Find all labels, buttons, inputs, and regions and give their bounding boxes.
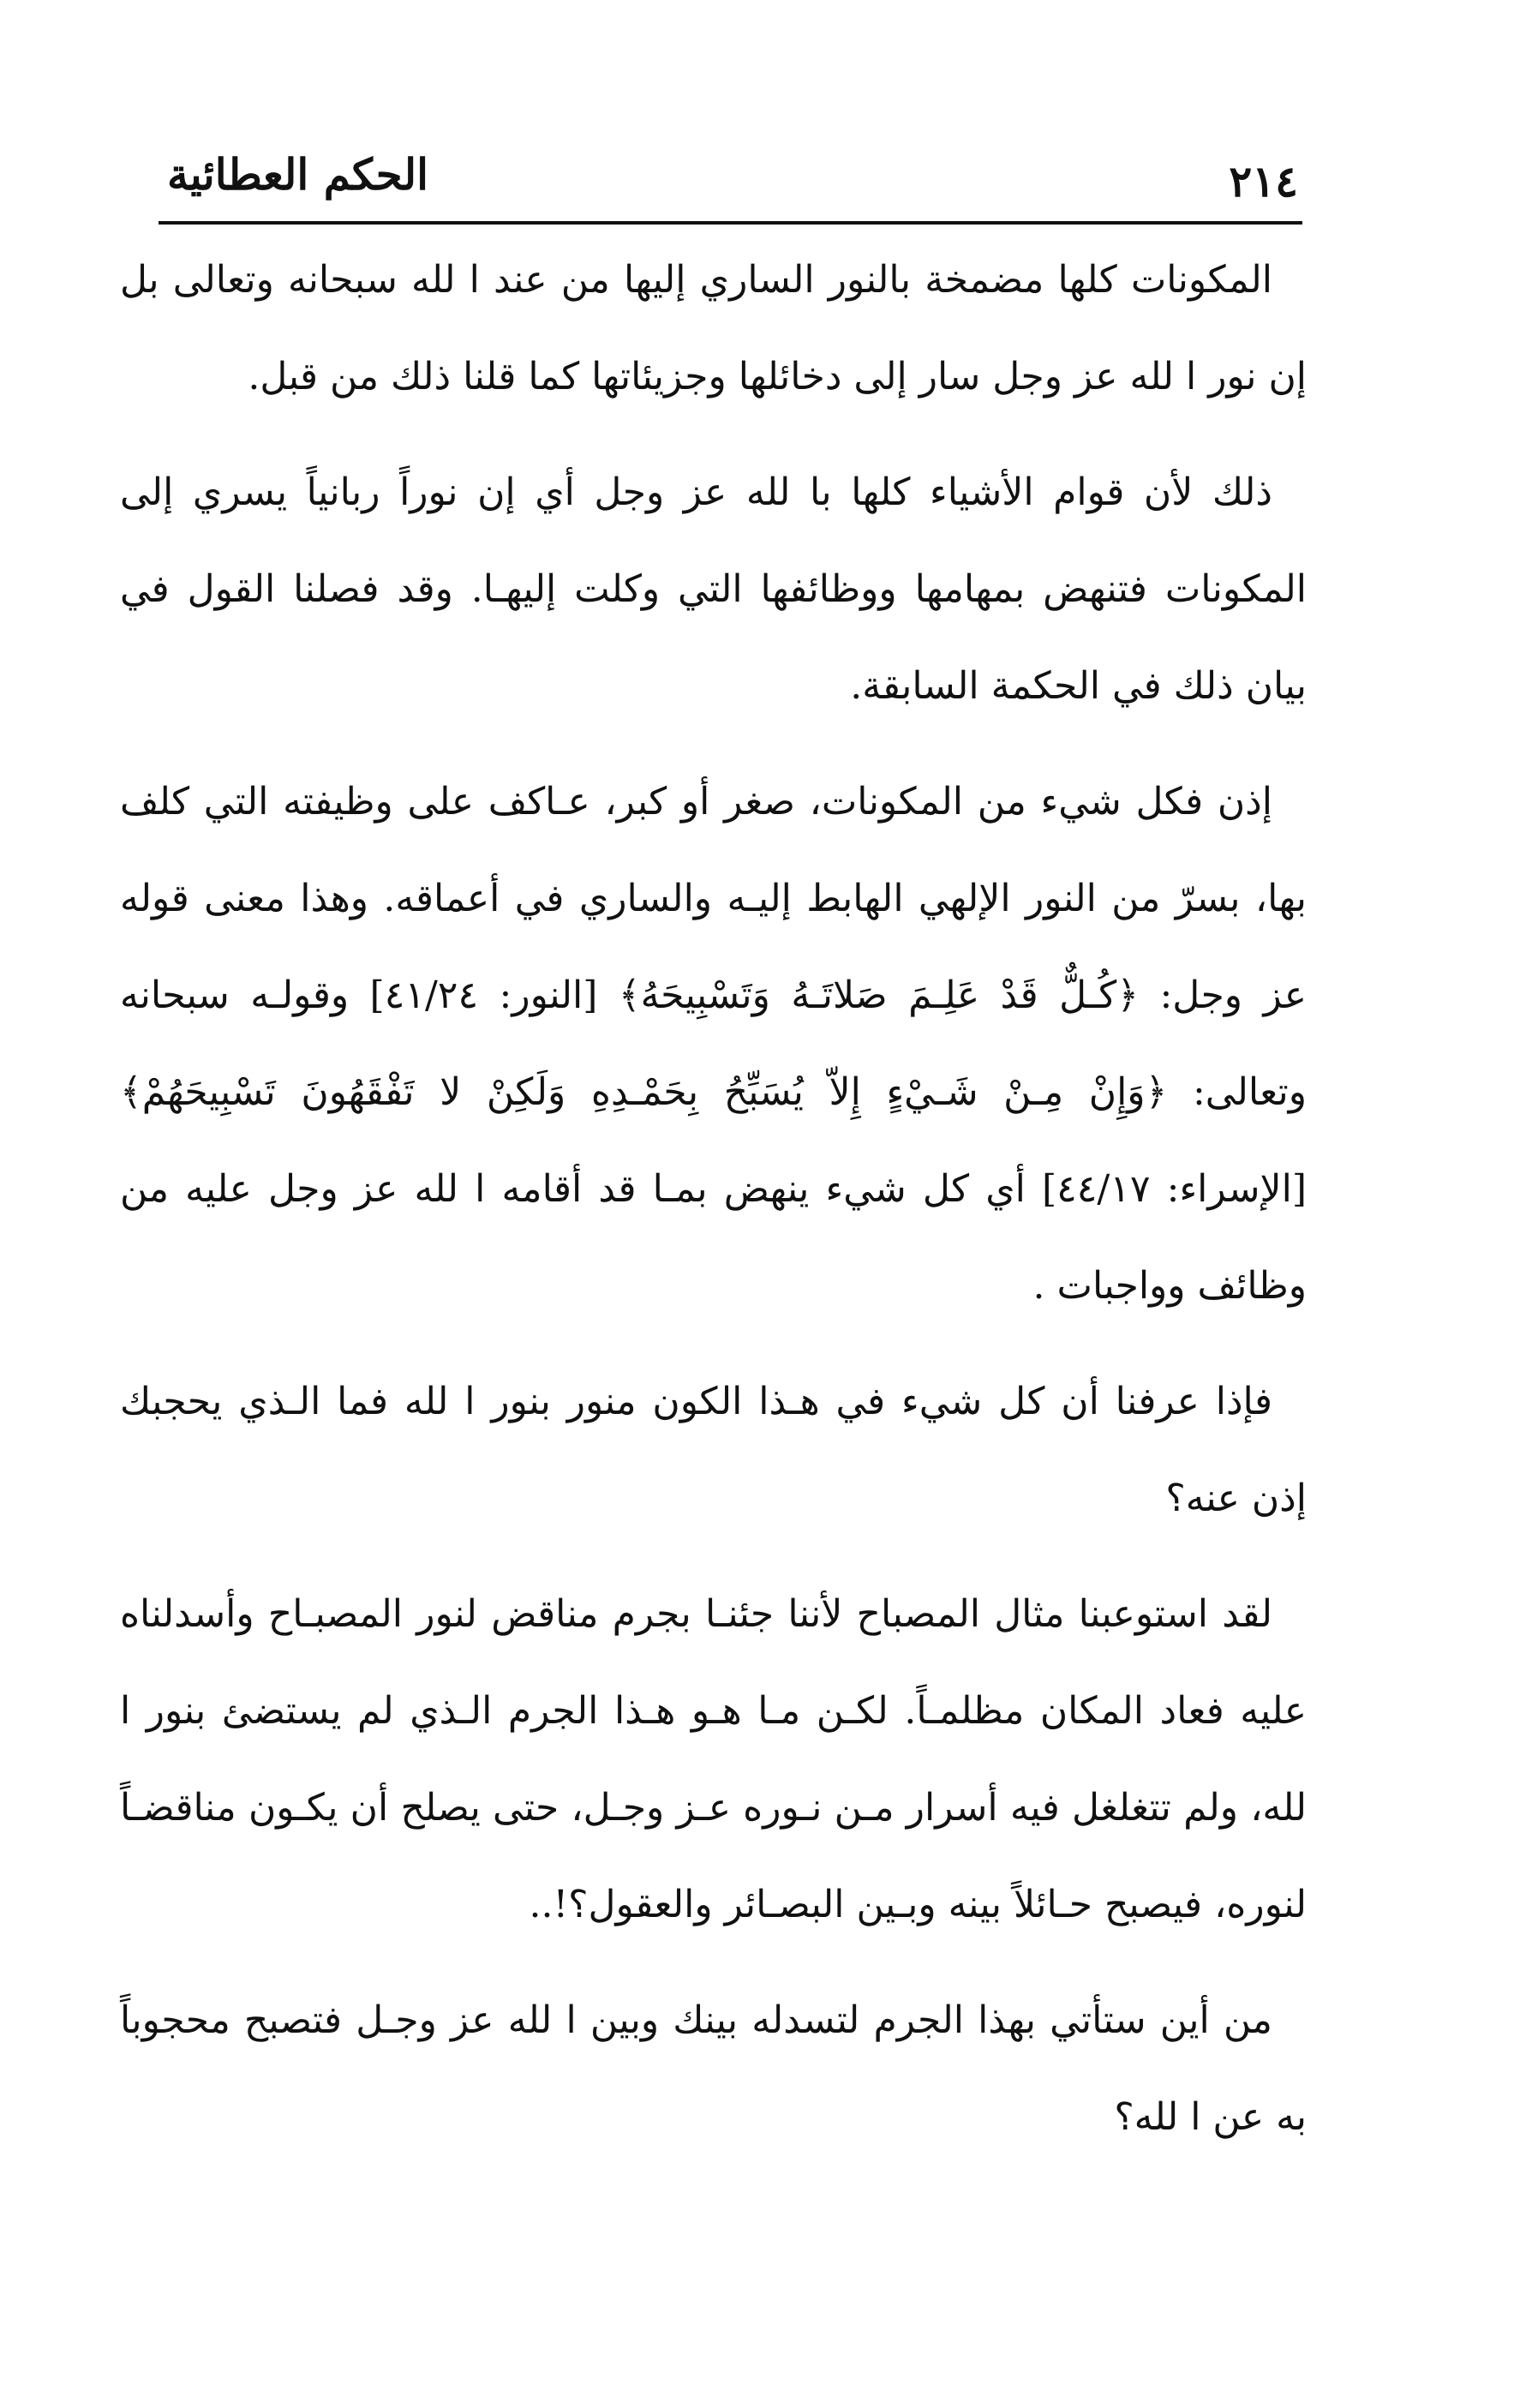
paragraph-6: من أين ستأتي بهذا الجرم لتسدله بينك وبين ا لله عز وجـل فتصبح محجوباً به عن ا لله؟	[120, 1998, 1307, 2139]
paragraph-5: لقد استوعبنا مثال المصباح لأننا جئنـا بجرم مناقض لنور المصبـاح وأسدلناه عليه فعاد المكان مظلمـاً. لكـن مـا هـو هـذا الجرم الـذي لم يستضئ بنور ا لله، ولم تتغلغل فيه أسرار مـن نـوره عـز وجـل، حتى يصلح أن يكـون مناقضـاً لنوره، فيصبح حـائلاً بينه وبـين البصـائر والعقول؟!..	[120, 1592, 1307, 1926]
page-header	[159, 146, 1298, 214]
page-number: ٢١٤	[1229, 156, 1298, 207]
header-rule	[159, 221, 1302, 225]
paragraph-1: المكونات كلها مضمخة بالنور الساري إليها من عند ا لله سبحانه وتعالى بل إن نور ا لله عز وجل سار إلى دخائلها وجزيئاتها كما قلنا ذلك من قبل.	[120, 258, 1307, 398]
paragraph-3: إذن فكل شيء من المكونات، صغر أو كبر، عـاكف على وظيفته التي كلف بها، بسرّ من النور الإلهي الهابط إليـه والساري في أعماقه. وهذا معنى قوله عز وجل: ﴿كُـلٌّ قَدْ عَلِـمَ صَلاتَـهُ وَتَسْبِيحَهُ﴾ [النور: ٤١/٢٤] وقولـه سبحانه وتعالى: ﴿وَإِنْ مِـنْ شَـيْءٍ إِلاّ يُسَبِّحُ بِحَمْـدِهِ وَلَكِنْ لا تَفْقَهُونَ تَسْبِيحَهُمْ﴾ [الإسراء: ٤٤/١٧] أي كل شيء ينهض بمـا قد أقامه ا لله عز وجل عليه من وظائف وواجبات .	[120, 780, 1308, 1308]
paragraph-4: فإذا عرفنا أن كل شيء في هـذا الكون منور بنور ا لله فما الـذي يحجبك إذن عنه؟	[120, 1380, 1307, 1520]
paragraph-2: ذلك لأن قوام الأشياء كلها با لله عز وجل أي إن نوراً ربانياً يسري إلى المكونات فتنهض بمهامها ووظائفها التي وكلت إليهـا. وقد فصلنا القول في بيان ذلك في الحكمة السابقة.	[120, 470, 1307, 708]
running-title: الحكم العطائية	[167, 149, 429, 200]
body-text	[120, 231, 1307, 2165]
